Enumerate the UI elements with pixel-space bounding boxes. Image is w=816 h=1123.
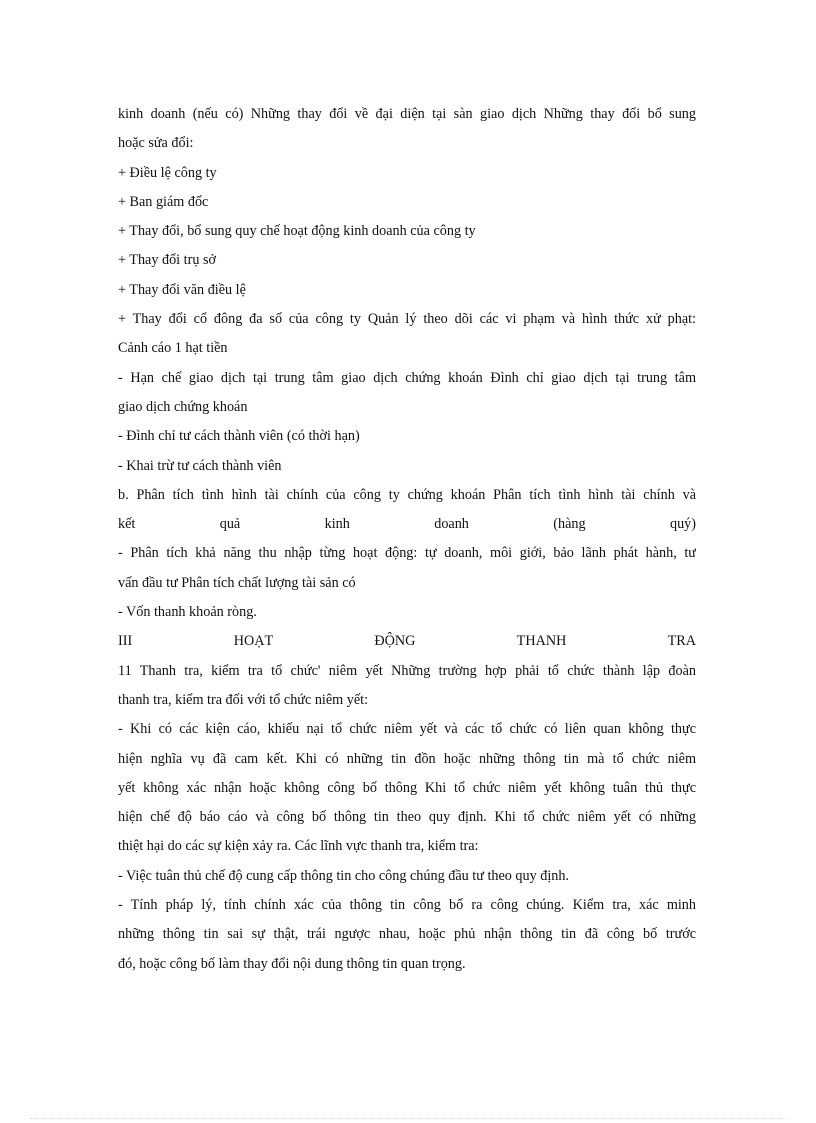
text-line: + Thay đổi cổ đông đa số của công ty Quản lý theo dõi các vi phạm và hình thức xử phạt: bbox=[118, 311, 696, 328]
text-line: - Vốn thanh khoản ròng. bbox=[118, 604, 257, 621]
text-line: + Điều lệ công ty bbox=[118, 164, 217, 181]
text-line: + Thay đổi văn điều lệ bbox=[118, 281, 246, 298]
text-line: những thông tin sai sự thật, trái ngược nhau, hoặc phủ nhận thông tin đã công bố trước bbox=[118, 926, 696, 943]
text-line: hiện chế độ báo cáo và công bố thông tin theo quy định. Khi tổ chức niêm yết có những bbox=[118, 809, 696, 826]
text-line: - Việc tuân thủ chế độ cung cấp thông tin cho công chúng đầu tư theo quy định. bbox=[118, 867, 570, 884]
text-line: + Thay đổi, bổ sung quy chế hoạt động kinh doanh của công ty bbox=[118, 223, 476, 240]
text-line: - Khi có các kiện cáo, khiếu nại tổ chức niêm yết và các tổ chức có liên quan không thực bbox=[118, 721, 696, 738]
text-line: 11 Thanh tra, kiểm tra tổ chức' niêm yết Những trường hợp phải tổ chức thành lập đoàn bbox=[118, 662, 696, 679]
text-line: kinh doanh (nếu có) Những thay đổi về đại diện tại sàn giao dịch Những thay đổi bổ sung bbox=[118, 106, 696, 122]
text-line: vấn đầu tư Phân tích chất lượng tài sản có bbox=[118, 574, 356, 591]
text-line: kết quả kinh doanh (hàng quý) bbox=[118, 516, 696, 533]
text-line: + Thay đổi trụ sở bbox=[118, 252, 216, 269]
text-line: - Hạn chế giao dịch tại trung tâm giao dịch chứng khoán Đình chỉ giao dịch tại trung tâm bbox=[118, 369, 696, 386]
text-line: đó, hoặc công bố làm thay đổi nội dung thông tin quan trọng. bbox=[118, 955, 466, 972]
text-line: hoặc sửa đổi: bbox=[118, 135, 194, 152]
document-body bbox=[118, 100, 696, 979]
text-line: - Đình chỉ tư cách thành viên (có thời hạn) bbox=[118, 428, 360, 445]
text-line: hiện nghĩa vụ đã cam kết. Khi có những tin đồn hoặc những thông tin mà tổ chức niêm bbox=[118, 750, 696, 767]
text-line: + Ban giám đốc bbox=[118, 193, 209, 210]
text-line: giao dịch chứng khoán bbox=[118, 398, 248, 415]
text-line: yết không xác nhận hoặc không công bố thông Khi tổ chức niêm yết không tuân thủ thực bbox=[118, 779, 696, 796]
text-line: - Phân tích khả năng thu nhập từng hoạt động: tự doanh, môi giới, bảo lãnh phát hành, tư bbox=[118, 545, 696, 562]
text-line: III HOẠT ĐỘNG THANH TRA bbox=[118, 633, 696, 650]
text-line: thanh tra, kiểm tra đối với tổ chức niêm yết: bbox=[118, 691, 369, 708]
text-line: thiệt hại do các sự kiện xảy ra. Các lĩnh vực thanh tra, kiểm tra: bbox=[118, 838, 479, 855]
text-line: Cảnh cáo 1 hạt tiền bbox=[118, 340, 228, 357]
text-line: b. Phân tích tình hình tài chính của công ty chứng khoán Phân tích tình hình tài chính và bbox=[118, 486, 696, 503]
text-line: - Tính pháp lý, tính chính xác của thông tin công bố ra công chúng. Kiểm tra, xác minh bbox=[118, 897, 696, 914]
text-line: - Khai trừ tư cách thành viên bbox=[118, 457, 282, 474]
page-bottom-divider bbox=[30, 1118, 786, 1119]
